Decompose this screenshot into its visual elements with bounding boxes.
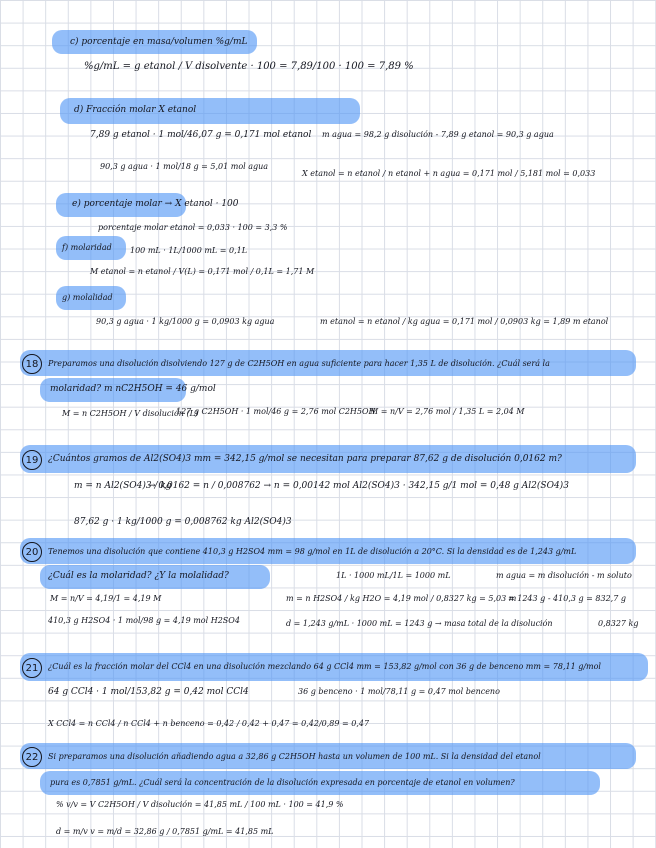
p20-line2c: 0,8327 kg: [598, 619, 639, 628]
heading-d: d) Fracción molar X etanol: [74, 105, 197, 115]
heading-c: c) porcentaje en masa/volumen %g/mL: [70, 37, 248, 47]
e-line1: porcentaje molar etanol = 0,033 · 100 = 3,3 %: [98, 223, 288, 232]
p21-line1: 64 g CCl4 · 1 mol/153,82 g = 0,42 mol CCl4: [48, 687, 249, 697]
p19-text1: ¿Cuántos gramos de Al2(SO4)3 mm = 342,15 g/mol se necesitan para preparar 87,62 g de disolución 0,0162 m?: [48, 454, 562, 464]
problem-number-22: 22: [22, 747, 42, 767]
p20-line2b: d = 1,243 g/mL · 1000 mL = 1243 g → masa total de la disolución: [286, 619, 553, 628]
p22-line2: d = m/v v = m/d = 32,86 g / 0,7851 g/mL = 41,85 mL: [56, 827, 274, 836]
f-line2: M etanol = n etanol / V(L) = 0,171 mol / 0,1L = 1,71 M: [90, 267, 315, 276]
p20-text1: Tenemos una disolución que contiene 410,3 g H2SO4 mm = 98 g/mol en 1L de disolución a 20°C. Si la densidad es de 1,243 g/mL: [48, 547, 577, 556]
g-line1b: m etanol = n etanol / kg agua = 0,171 mol / 0,0903 kg = 1,89 m etanol: [320, 317, 609, 326]
d-line2: 90,3 g agua · 1 mol/18 g = 5,01 mol agua: [100, 162, 269, 171]
p20-line0b: m agua = m disolución - m soluto: [496, 571, 632, 580]
problem-number-21: 21: [22, 658, 42, 678]
p22-line1: % v/v = V C2H5OH / V disolución = 41,85 mL / 100 mL · 100 = 41,9 %: [56, 800, 344, 809]
p21-line1b: 36 g benceno · 1 mol/78,11 g = 0,47 mol benceno: [298, 687, 500, 696]
p18-line1b: 127 g C2H5OH · 1 mol/46 g = 2,76 mol C2H5OH: [176, 407, 376, 416]
d-line2b: X etanol = n etanol / n etanol + n agua = 0,171 mol / 5,181 mol = 0,033: [302, 169, 596, 178]
p18-line1c: M = n/V = 2,76 mol / 1,35 L = 2,04 M: [370, 407, 525, 416]
p22-text2: pura es 0,7851 g/mL. ¿Cuál será la concentración de la disolución expresada en porcentaje de etanol en volumen?: [50, 778, 515, 787]
heading-f: f) molaridad: [62, 243, 112, 252]
problem-number-20: 20: [22, 542, 42, 562]
p21-text1: ¿Cuál es la fracción molar del CCl4 en una disolución mezclando 64 g CCl4 mm = 153,82 g/mol con 36 g de benceno mm = 78,11 g/mol: [48, 662, 601, 671]
p20-text2: ¿Cuál es la molaridad? ¿Y la molalidad?: [48, 571, 229, 581]
d-line1b: m agua = 98,2 g disolución - 7,89 g etanol = 90,3 g agua: [322, 130, 554, 139]
p22-text1: Si preparamos una disolución añadiendo agua a 32,86 g C2H5OH hasta un volumen de 100 mL. Si la densidad del etanol: [48, 752, 541, 761]
p20-line2: 410,3 g H2SO4 · 1 mol/98 g = 4,19 mol H2SO4: [48, 616, 240, 625]
c-line1: %g/mL = g etanol / V disolvente · 100 = 7,89/100 · 100 = 7,89 %: [84, 61, 414, 72]
f-line1: 100 mL · 1L/1000 mL = 0,1L: [130, 246, 248, 255]
heading-g: g) molalidad: [62, 293, 113, 302]
p18-line1: M = n C2H5OH / V disolución (L): [62, 409, 199, 418]
heading-e: e) porcentaje molar → X etanol · 100: [72, 199, 239, 209]
p21-line2: X CCl4 = n CCl4 / n CCl4 + n benceno = 0,42 / 0,42 + 0,47 = 0,42/0,89 = 0,47: [48, 719, 370, 728]
d-line1: 7,89 g etanol · 1 mol/46,07 g = 0,171 mol etanol: [90, 130, 312, 140]
p20-line0: 1L · 1000 mL/1L = 1000 mL: [336, 571, 451, 580]
p20-line1: M = n/V = 4,19/1 = 4,19 M: [50, 594, 162, 603]
g-line1: 90,3 g agua · 1 kg/1000 g = 0,0903 kg agua: [96, 317, 275, 326]
p19-line2: 87,62 g · 1 kg/1000 g = 0,008762 kg Al2(SO4)3: [74, 517, 292, 527]
p18-text1: Preparamos una disolución disolviendo 127 g de C2H5OH en agua suficiente para hacer 1,35 L de disolución. ¿Cuál será la: [48, 359, 550, 368]
p18-text2: molaridad? m nC2H5OH = 46 g/mol: [50, 384, 216, 394]
problem-number-19: 19: [22, 450, 42, 470]
p19-line1b: → 0,0162 = n / 0,008762 → n = 0,00142 mol Al2(SO4)3 · 342,15 g/1 mol = 0,48 g Al2(SO4)3: [148, 481, 569, 491]
p20-line1b: m = n H2SO4 / kg H2O = 4,19 mol / 0,8327 kg = 5,03 m: [286, 594, 517, 603]
p20-line1c: = 1243 g - 410,3 g = 832,7 g: [508, 594, 626, 603]
p19-line1: m = n Al2(SO4)3 / kg: [74, 481, 172, 491]
problem-number-18: 18: [22, 354, 42, 374]
